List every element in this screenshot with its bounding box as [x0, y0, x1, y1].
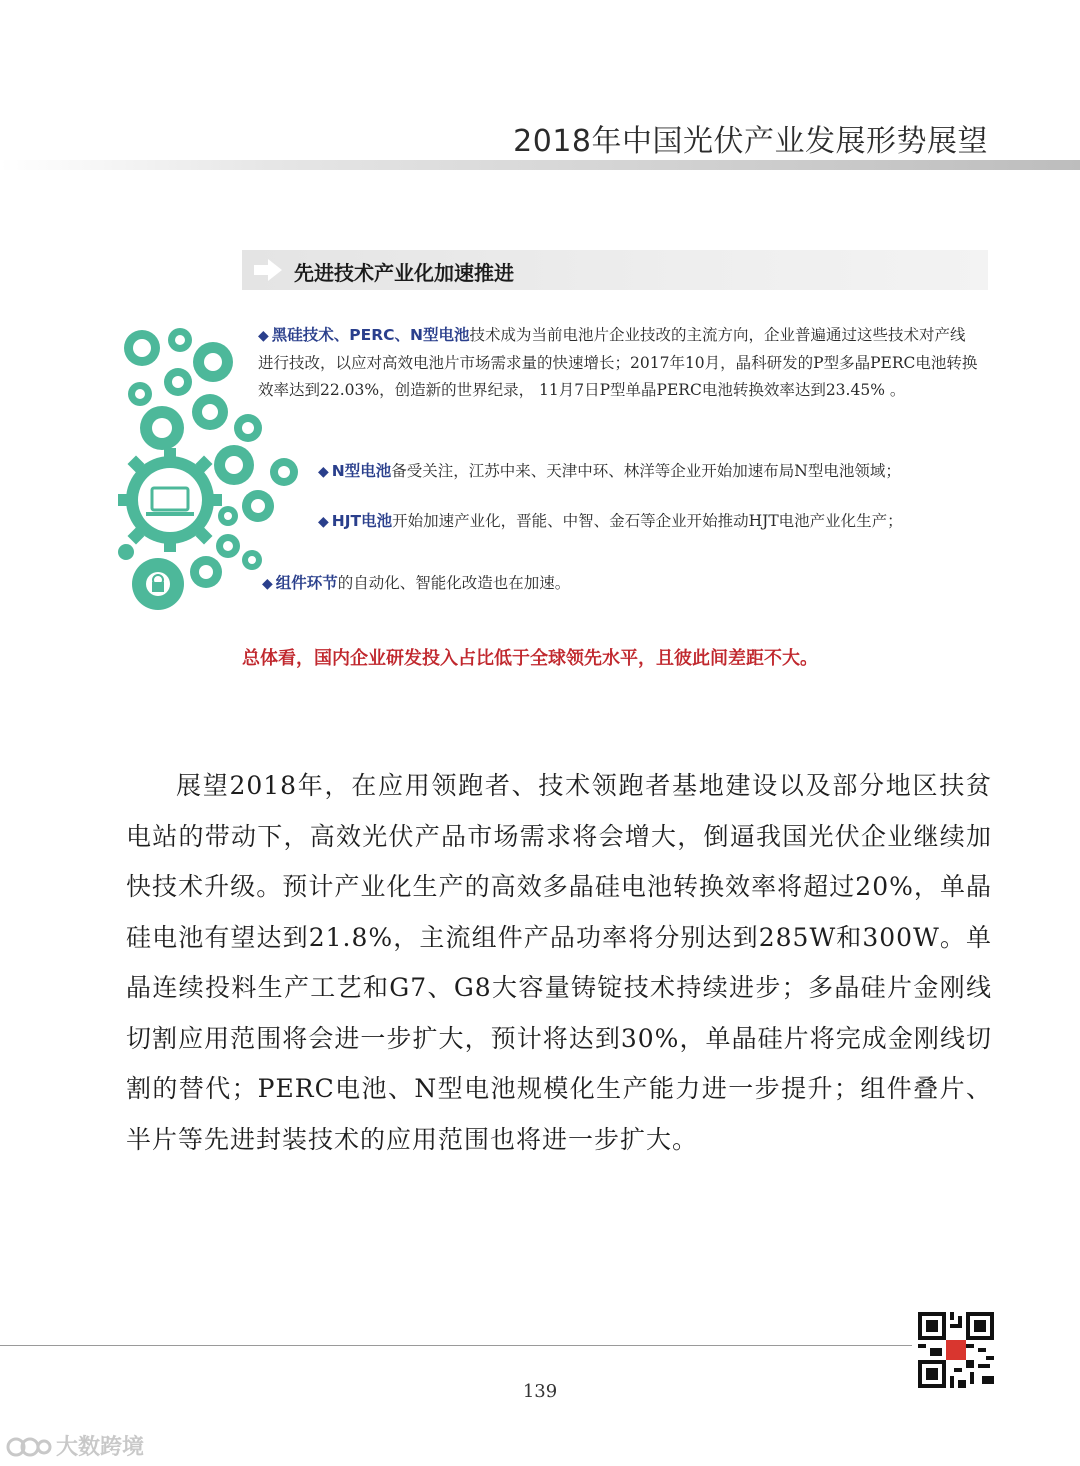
footer-divider: [0, 1345, 912, 1346]
section-title: 先进技术产业化加速推进: [294, 261, 514, 285]
section-banner: [242, 250, 988, 290]
page-number: 139: [522, 1381, 558, 1402]
watermark: [6, 1430, 144, 1461]
watermark-text: 大数跨境: [56, 1435, 145, 1460]
qr-code-icon: [918, 1312, 994, 1388]
arrow-right-icon: [254, 259, 282, 281]
bullet-keyword: 黑硅技术、PERC、N型电池: [271, 326, 470, 344]
bullet-text: 开始加速产业化，晋能、中智、金石等企业开始推动HJT电池产业化生产；: [392, 512, 903, 530]
page-header-title: 2018年中国光伏产业发展形势展望: [513, 124, 988, 159]
watermark-logo-icon: [6, 1433, 52, 1459]
bullet-item: [318, 458, 998, 486]
bullet-keyword: 组件环节: [275, 574, 338, 592]
laptop-gear-icon: [118, 448, 222, 552]
bullet-item: [318, 508, 998, 536]
diamond-bullet-icon: ◆: [258, 328, 269, 344]
bullet-item: [262, 570, 962, 598]
bullet-keyword: HJT电池: [331, 512, 393, 530]
bullet-item: [258, 322, 978, 404]
diamond-bullet-icon: ◆: [318, 464, 329, 480]
diamond-bullet-icon: ◆: [262, 576, 273, 592]
bullet-text: 的自动化、智能化改造也在加速。: [337, 574, 571, 592]
bullet-text: 备受关注，江苏中来、天津中环、林洋等企业开始加速布局N型电池领域；: [391, 462, 901, 480]
bullet-text: 技术成为当前电池片企业技改的主流方向，企业普遍通过这些技术对产线进行技改，以应对高效电池片市场需求量的快速增长；2017年10月，晶科研发的P型多晶PERC电池转换效率达到22.03%，创造新的世界纪录， 11月7日P型单晶PERC电池转换效率达到23.45% 。: [258, 326, 978, 399]
conclusion-text: 总体看，国内企业研发投入占比低于全球领先水平，且彼此间差距不大。: [242, 648, 818, 669]
body-paragraph: 展望2018年，在应用领跑者、技术领跑者基地建设以及部分地区扶贫电站的带动下，高效光伏产品市场需求将会增大，倒逼我国光伏企业继续加快技术升级。预计产业化生产的高效多晶硅电池转换效率将超过20%，单晶硅电池有望达到21.8%，主流组件产品功率将分别达到285W和300W。单晶连续投料生产工艺和G7、G8大容量铸锭技术持续进步；多晶硅片金刚线切割应用范围将会进一步扩大，预计将达到30%，单晶硅片将完成金刚线切割的替代；PERC电池、N型电池规模化生产能力进一步提升；组件叠片、半片等先进封装技术的应用范围也将进一步扩大。: [126, 771, 992, 1154]
header-divider: [0, 160, 1080, 170]
bullet-keyword: N型电池: [331, 462, 392, 480]
diamond-bullet-icon: ◆: [318, 514, 329, 530]
